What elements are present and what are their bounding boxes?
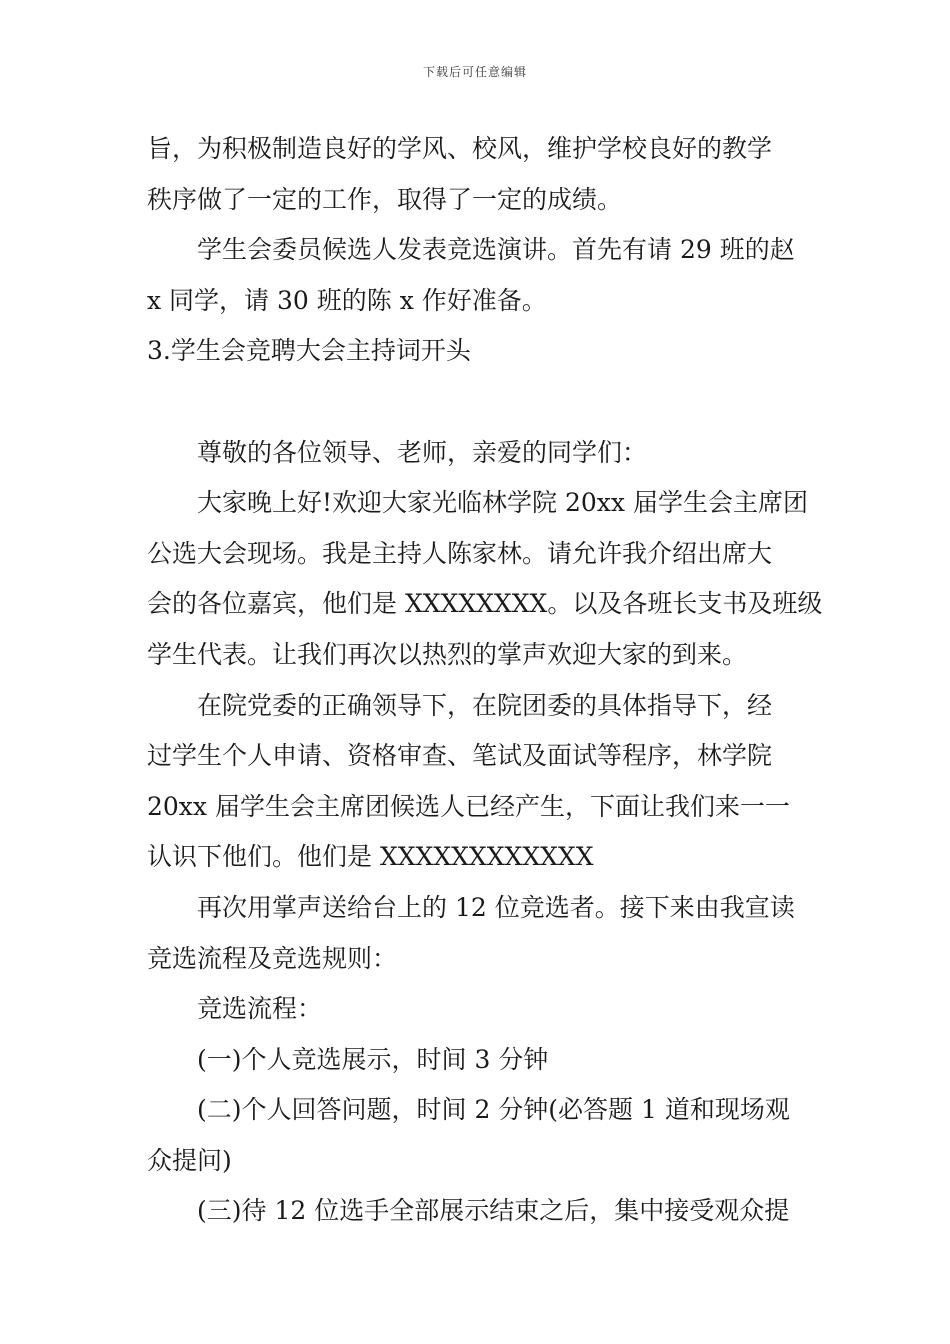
list-heading: 竞选流程： — [197, 994, 323, 1024]
paragraph-line: 认识下他们。他们是 XXXXXXXXXXXX — [147, 842, 594, 872]
paragraph-line: 再次用掌声送给台上的 12 位竞选者。接下来由我宣读 — [197, 892, 795, 922]
paragraph-line: 公选大会现场。我是主持人陈家林。请允许我介绍出席大 — [147, 538, 773, 568]
paragraph-line: 旨，为积极制造良好的学风、校风，维护学校良好的教学 — [147, 134, 773, 163]
paragraph-line: 20xx 届学生会主席团候选人已经产生，下面让我们来一一 — [147, 791, 790, 821]
section-heading: 3.学生会竞聘大会主持词开头 — [147, 336, 471, 366]
paragraph-line: x 同学，请 30 班的陈 x 作好准备。 — [147, 285, 547, 315]
paragraph-line: 会的各位嘉宾，他们是 XXXXXXXX。以及各班长支书及班级 — [147, 589, 823, 619]
list-item: (一)个人竞选展示，时间 3 分钟 — [197, 1044, 549, 1074]
list-item: (二)个人回答问题，时间 2 分钟(必答题 1 道和现场观 — [197, 1095, 790, 1125]
list-item: (三)待 12 位选手全部展示结束之后，集中接受观众提 — [197, 1196, 790, 1226]
document-body — [147, 124, 823, 1237]
page-header-note: 下载后可任意编辑 — [422, 65, 527, 79]
paragraph-line: 秩序做了一定的工作，取得了一定的成绩。 — [147, 184, 623, 214]
paragraph-line: 学生会委员候选人发表竞选演讲。首先有请 29 班的赵 — [197, 235, 795, 265]
greeting-line: 尊敬的各位领导、老师，亲爱的同学们： — [197, 437, 648, 467]
paragraph-line: 竞选流程及竞选规则： — [147, 943, 398, 973]
paragraph-line: 大家晚上好!欢迎大家光临林学院 20xx 届学生会主席团 — [197, 488, 808, 518]
blank-line — [147, 377, 807, 428]
paragraph-line: 学生代表。让我们再次以热烈的掌声欢迎大家的到来。 — [147, 639, 748, 669]
paragraph-line: 在院党委的正确领导下，在院团委的具体指导下，经 — [197, 690, 773, 720]
paragraph-line: 过学生个人申请、资格审查、笔试及面试等程序，林学院 — [147, 741, 773, 771]
list-item-continuation: 众提问) — [147, 1145, 232, 1175]
